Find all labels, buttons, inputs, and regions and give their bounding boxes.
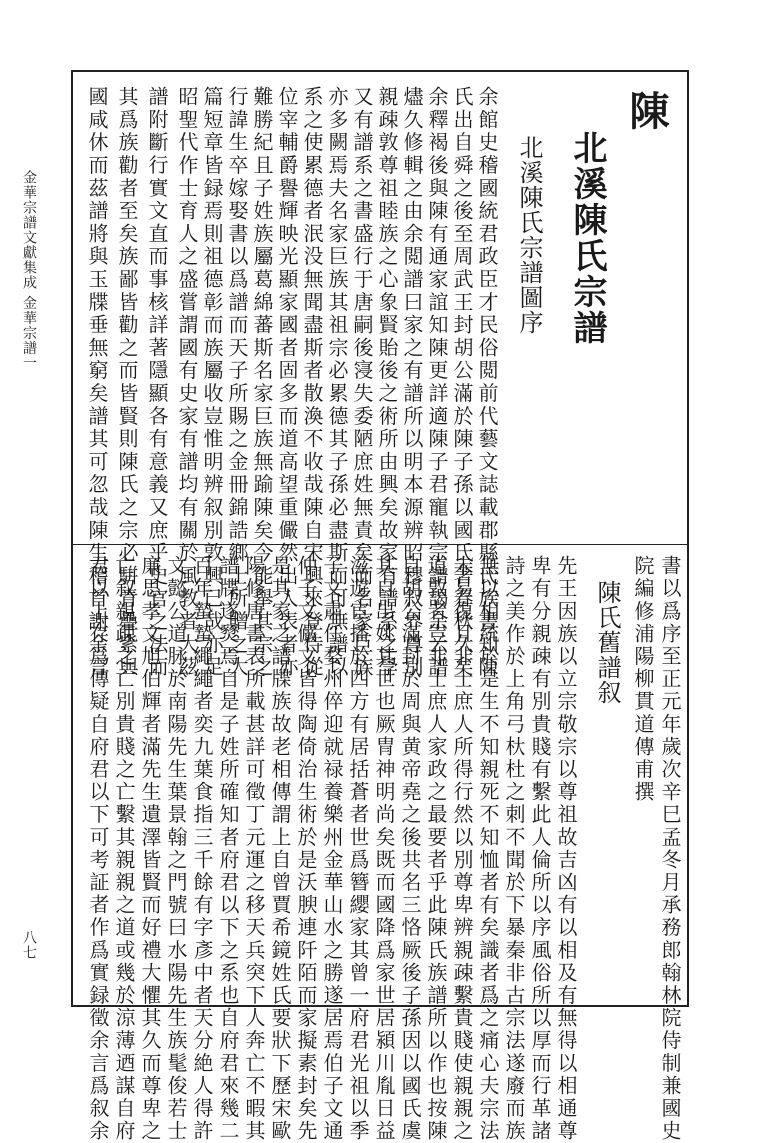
- lower-text-column: 譜牒遂燹焉自是子姓所確知者府君以下之系也自府君來幾二: [216, 555, 240, 1143]
- upper-text-column: 余釋褐後與陳有通家誼知陳更詳適陳子君寵執宗譜謁余云譜: [425, 86, 449, 679]
- page-number: 八七: [21, 930, 37, 960]
- byline-column: 書以爲序至正元年歲次辛巳孟冬月承務郎翰林院侍制兼國史: [658, 555, 682, 1143]
- upper-text-column: 其爲族勸者至矣族鄙皆勸之而皆賢則陳氏之宗必騈青疊紫與: [115, 86, 139, 679]
- section-title: 陳氏舊譜叙: [593, 580, 621, 705]
- upper-text-column: 氏出自舜之後至周武王封胡公滿於陳子孫以國氏著春秋久矣: [450, 86, 474, 679]
- lower-text-column: 詩之美作於上角弓杕杜之刺不聞於下暴秦非古宗法遂廢而族: [502, 555, 526, 1143]
- upper-text-column: 難勝紀且子姓族屬葛綿蕃斯名家巨族無踰陳矣今能舉其宗之: [250, 86, 274, 679]
- upper-text-column: 昭聖代作士育人之盛嘗謂國有史家有譜均有關於風教者大茲: [175, 86, 199, 679]
- lower-text-column: 君以上存爲傳疑自府君以下可考証者作爲實録徵余言爲叙余: [86, 555, 110, 1143]
- lower-text-column: 仲子文儼文皆得陶倚治生術於是沃腴連阡陌而家擬素封矣先: [294, 555, 318, 1143]
- lower-text-column: 廉思孝文旭伯輝者滿先生遺澤皆賢而好禮大懼其久而尊卑之: [138, 555, 162, 1143]
- upper-text-column: 又有譜系之書盛行于唐嗣後寖失委陋庶姓無責矣而名家巨族: [350, 86, 374, 679]
- main-title: 北溪陳氏宗譜: [567, 130, 607, 346]
- lower-text-column: 無以相統於是生不知親死不知恤者有矣識者爲之痛心夫宗法: [476, 555, 500, 1143]
- upper-text-column: 燼久修輯之由余閲譜曰家之有譜所以明本源辨昭穆叙界尊別: [400, 86, 424, 679]
- upper-text-column: 系之使累德者泯没無聞盡斯者散渙不收哉陳自宋興來登侍從: [300, 86, 324, 679]
- lower-text-column: 文懿公道脉於南陽先生葉景翰之門號曰水陽先生族髦俊若士: [164, 555, 188, 1143]
- surname-heading: 陳: [623, 90, 669, 130]
- lower-text-column: 卑有分親疎有別貴賤有繫此人倫所以序風俗所以厚而行革諸: [528, 555, 552, 1143]
- upper-text-column: 親疎敦尊祖睦族之心象賢貽後之術所由興矣故家有譜系之學: [375, 86, 399, 679]
- lower-text-column: 陽修唐書表所載甚詳可徵丁元運之移天兵突下人奔亡不暇其: [242, 555, 266, 1143]
- lower-text-column: 自胡公滿封於周與黄帝堯之後共名三恪厥後子孫因以國氏虞: [398, 555, 422, 1143]
- lower-text-column: 其自出姚其世也厥冑神明尚矣既而國降爲家世居潁川胤日益: [372, 555, 396, 1143]
- left-margin-header: 金華宗譜文獻集成 金華宗譜一: [21, 170, 37, 371]
- lower-text-column: 亡叙親疎之亡別貴賤之亡繫其親親之道或幾於涼薄迺謀自府: [112, 555, 136, 1143]
- upper-text-column: 行諱生卒嫁娶書以爲譜而天子所賜之金冊錦誥鄉士所贈之大: [225, 86, 249, 679]
- lower-text-column: 滋遊宦播於四方有居括蒼者世爲簪纓家其曾一府君光祖以季: [346, 555, 370, 1143]
- lower-text-column: 百年蟄蟄繩繩者奕九葉食指三千餘有字彥中者天分絶人得許: [190, 555, 214, 1143]
- lower-text-column: 先王因族以立宗敬宗以尊祖故吉凶有以相及有無得以相通尊: [554, 555, 578, 1143]
- upper-text-column: 亦多闕焉夫名家巨族其祖宗必累德其子孫必盡斯而可無譜以: [325, 86, 349, 679]
- lower-text-column: 未易復且非士庶人所得行然以別尊卑辨親疎繫貴賤使親親之: [450, 555, 474, 1143]
- upper-text-column: 篇短章皆録焉則祖德彰而族屬收豈惟明辨叙別敦興已哉亦足: [200, 86, 224, 679]
- upper-text-column: 位宰輔爵譽輝映光顯家國者固多而道高望重儼然出人表者亦: [275, 86, 299, 679]
- byline-column: 院編修浦陽柳貫道傳甫撰: [631, 555, 655, 804]
- upper-text-column: 譜附斷行實文直而事核詳著隱顯各有意義又庶乎史官之法而: [145, 86, 169, 679]
- lower-text-column: 道敦者豈非士庶人家政之最要者乎此陳氏族譜所以作也按陳: [424, 555, 448, 1143]
- upper-text-column: 國咸休而茲譜將與玉牒垂無窮矣譜其可忽哉陳生稽首謝余言: [85, 86, 109, 679]
- lower-text-column: 子文肅任婺州倅迎就禄養樂州金華山水之勝遂居焉伯子文通: [320, 555, 344, 1143]
- lower-text-column: 是其家之譜牒族故老相傳謂上自曾賈希鏡姓氏要狀下歷宋歐: [268, 555, 292, 1143]
- preface-title: 北溪陳氏宗譜圖序: [515, 135, 543, 335]
- upper-text-column: 余館史稽國統君政臣才民俗閲前代藝文誌載郡縣氏族書知陳: [475, 86, 499, 679]
